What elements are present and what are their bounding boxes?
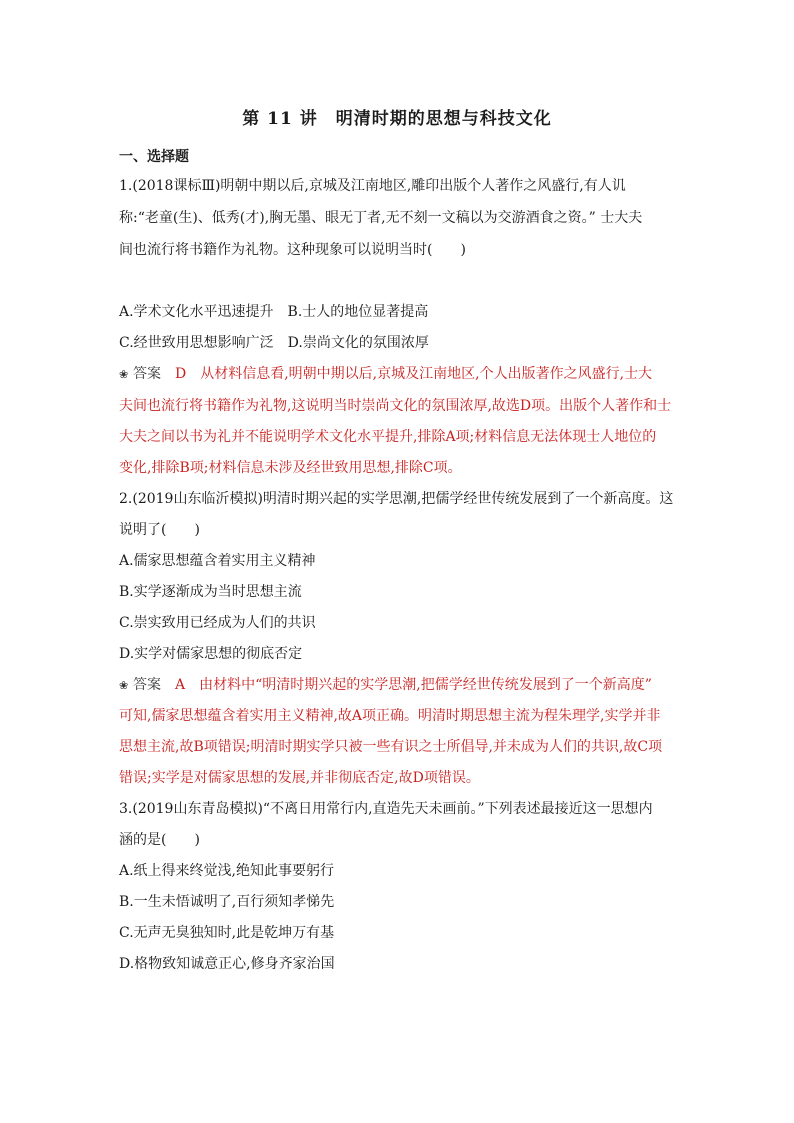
answer-label: 答案 (133, 677, 161, 693)
q1-options-row-1: A.学术文化水平迅速提升 B.士人的地位显著提高 (119, 304, 429, 320)
q1-line-1: 1.(2018课标Ⅲ)明朝中期以后,京城及江南地区,雕印出版个人著作之风盛行,有人讥 (119, 178, 626, 194)
answer-icon: ❀ (119, 679, 129, 692)
q2-line-2: 说明了( ) (119, 522, 200, 538)
q1-answer-text: 从材料信息看,明朝中期以后,京城及江南地区,个人出版著作之风盛行,士大 (200, 366, 653, 382)
q3-option-d: D.格物致知诚意正心,修身齐家治国 (119, 956, 335, 972)
answer-icon: ❀ (119, 368, 129, 381)
section-title: 一、选择题 (119, 149, 189, 165)
q1-answer-line-3: 大夫之间以书为礼并不能说明学术文化水平提升,排除A项;材料信息无法体现士人地位的 (119, 429, 657, 445)
q2-option-d: D.实学对儒家思想的彻底否定 (119, 646, 303, 662)
q1-answer-letter: D (175, 366, 187, 382)
q3-line-1: 3.(2019山东青岛模拟)“不离日用常行内,直造先天未画前。”下列表述最接近这一思想内 (119, 801, 653, 817)
q2-answer-line-1 (119, 675, 652, 696)
q2-answer-letter: A (175, 677, 186, 693)
q1-answer-line-4: 变化,排除B项;材料信息未涉及经世致用思想,排除C项。 (119, 460, 462, 476)
q2-option-b: B.实学逐渐成为当时思想主流 (119, 584, 302, 600)
q2-answer-text: 由材料中“明清时期兴起的实学思潮,把儒学经世传统发展到了一个新高度” (199, 677, 652, 693)
q2-option-a: A.儒家思想蕴含着实用主义精神 (119, 553, 316, 569)
q1-line-2: 称:“老童(生)、低秀(才),胸无墨、眼无丁者,无不刻一文稿以为交游酒食之资。” 士大夫 (119, 210, 643, 226)
q2-option-c: C.崇实致用已经成为人们的共识 (119, 615, 316, 631)
q2-answer-line-3: 思想主流,故B项错误;明清时期实学只被一些有识之士所倡导,并未成为人们的共识,故C项 (119, 739, 663, 755)
q2-answer-line-2: 可知,儒家思想蕴含着实用主义精神,故A项正确。明清时期思想主流为程朱理学,实学并非 (119, 708, 661, 724)
q1-answer-line-2: 夫间也流行将书籍作为礼物,这说明当时崇尚文化的氛围浓厚,故选D项。出版个人著作和士 (119, 398, 672, 414)
q1-answer-line-1 (119, 364, 652, 385)
q3-option-a: A.纸上得来终觉浅,绝知此事要躬行 (119, 863, 335, 879)
q2-line-1: 2.(2019山东临沂模拟)明清时期兴起的实学思潮,把儒学经世传统发展到了一个新高度。这 (119, 491, 674, 507)
q2-answer-line-4: 错误;实学是对儒家思想的发展,并非彻底否定,故D项错误。 (119, 770, 480, 786)
q1-line-3: 间也流行将书籍作为礼物。这种现象可以说明当时( ) (119, 242, 466, 258)
q3-option-b: B.一生未悟诚明了,百行须知孝悌先 (119, 894, 335, 910)
q3-line-2: 涵的是( ) (119, 832, 200, 848)
q1-options-row-2: C.经世致用思想影响广泛 D.崇尚文化的氛围浓厚 (119, 335, 429, 351)
page-title: 第 11 讲 明清时期的思想与科技文化 (242, 109, 552, 129)
q3-option-c: C.无声无臭独知时,此是乾坤万有基 (119, 925, 335, 941)
answer-label: 答案 (133, 366, 161, 382)
